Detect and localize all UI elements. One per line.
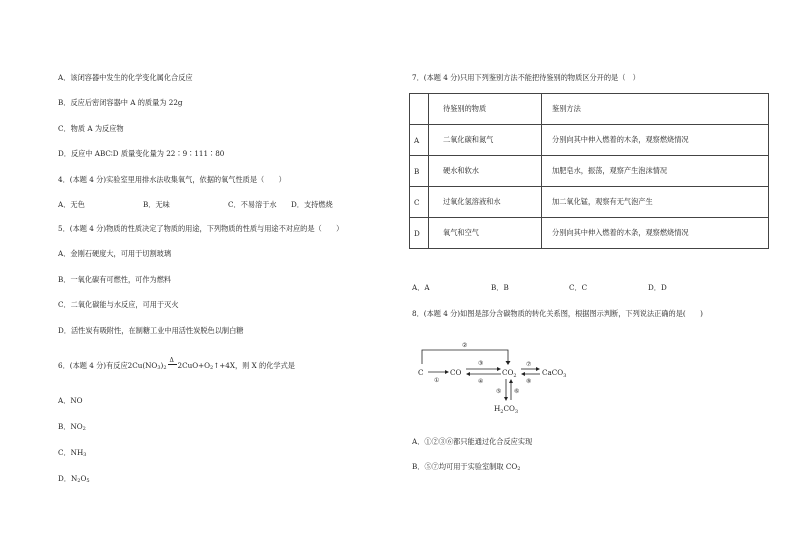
q6-option-b bbox=[58, 422, 86, 434]
table-cell: 加肥皂水，振荡，观察产生泡沫情况 bbox=[542, 156, 769, 187]
q7-option-d: D．D bbox=[648, 283, 667, 292]
q6-option-a: A．NO bbox=[58, 396, 83, 405]
arrow-c-to-co2 bbox=[422, 350, 508, 364]
table-cell: 硬水和软水 bbox=[429, 156, 542, 187]
label-8: ⑧ bbox=[526, 378, 532, 385]
table-header-row bbox=[410, 94, 769, 125]
table-row bbox=[410, 156, 769, 187]
q6-option-b-text: B．NO bbox=[58, 422, 83, 431]
q6-equation-left: 2Cu(NO bbox=[127, 361, 158, 370]
q7-option-a: A．A bbox=[412, 283, 430, 292]
q6-sub: 3 bbox=[83, 452, 87, 458]
carbon-conversion-diagram bbox=[418, 336, 588, 416]
arrowhead bbox=[466, 372, 470, 376]
q5-option-d: D．活性炭有吸附性，在制糖工业中用活性炭脱色以制白糖 bbox=[58, 326, 244, 335]
table-row bbox=[410, 218, 769, 249]
q6-option-d bbox=[58, 474, 90, 486]
q6-sub: 3 bbox=[157, 365, 161, 371]
node-caco3: CaCO$_3$ bbox=[542, 368, 567, 379]
q3-option-b: B．反应后密闭容器中 A 的质量为 22g bbox=[58, 98, 183, 107]
q6-equation-arrow bbox=[167, 357, 178, 371]
node-co2: $CO_2$ bbox=[502, 368, 517, 379]
label-3: ③ bbox=[478, 360, 484, 367]
table-cell: 过氧化氢溶液和水 bbox=[429, 187, 542, 218]
q3-option-a: A．该闭容器中发生的化学变化属化合反应 bbox=[58, 73, 193, 82]
q6-sub: 2 bbox=[163, 365, 167, 371]
q5-stem: 5．(本题 4 分)物质的性质决定了物质的用途，下列物质的性质与用途不对应的是（ ） bbox=[58, 224, 344, 233]
label-1: ① bbox=[434, 377, 440, 384]
arrowhead bbox=[497, 367, 501, 371]
arrowhead bbox=[445, 370, 449, 374]
q8-stem: 8．(本题 4 分)如图是部分含碳物质的转化关系图，根据图示判断，下列说法正确的是( ) bbox=[412, 309, 703, 318]
q6-equation-tail: ↑+4X，则 X 的化学式是 bbox=[213, 361, 295, 370]
q6-option-c bbox=[58, 448, 86, 460]
arrowhead bbox=[506, 361, 511, 365]
q3-option-d: D．反应中 ABC∶D 质量变化量为 22∶9∶111∶80 bbox=[58, 149, 225, 158]
q8-option-b bbox=[412, 462, 520, 474]
arrowhead bbox=[509, 379, 513, 383]
table-header-cell bbox=[410, 94, 429, 125]
label-4: ④ bbox=[478, 378, 484, 385]
node-h2co3: $H_2CO_3$ bbox=[494, 404, 519, 415]
q8-option-a: A．①②③⑥都只能通过化合反应实现 bbox=[412, 437, 533, 446]
label-7: ⑦ bbox=[526, 361, 532, 368]
node-c: C bbox=[418, 368, 424, 377]
q7-options bbox=[412, 283, 667, 293]
arrowhead bbox=[536, 367, 540, 371]
q4-stem: 4．(本题 4 分)实验室里用排水法收集氧气，依据的氧气性质是（ ） bbox=[58, 175, 286, 184]
q6-sub: 2 bbox=[77, 478, 81, 484]
table-row bbox=[410, 125, 769, 156]
q6-delta-sign: Δ bbox=[169, 357, 174, 364]
q4-option-d: D．支持燃烧 bbox=[291, 200, 333, 209]
arrowhead bbox=[521, 372, 525, 376]
q7-stem: 7．(本题 4 分)只用下列鉴别方法不能把待鉴别的物质区分开的是（ ） bbox=[412, 73, 640, 82]
table-header-cell: 鉴别方法 bbox=[542, 94, 769, 125]
q7-option-b: B．B bbox=[491, 283, 509, 292]
q5-option-a: A．金刚石硬度大，可用于切割玻璃 bbox=[58, 249, 172, 258]
table-cell: C bbox=[410, 187, 429, 218]
q6-sub: 2 bbox=[210, 365, 214, 371]
table-row bbox=[410, 187, 769, 218]
table-cell: B bbox=[410, 156, 429, 187]
q6-stem bbox=[58, 357, 295, 373]
table-cell: 分别向其中伸入燃着的木条，观察燃烧情况 bbox=[542, 125, 769, 156]
q3-option-c: C．物质 A 为反应物 bbox=[58, 124, 124, 133]
q8-sub: 2 bbox=[517, 466, 521, 472]
q4-options bbox=[58, 200, 333, 210]
label-5: ⑤ bbox=[496, 388, 502, 395]
table-cell: 加二氧化锰，观察有无气泡产生 bbox=[542, 187, 769, 218]
q6-equation-mid: ) bbox=[160, 361, 164, 370]
node-co: CO bbox=[450, 368, 462, 377]
q6-option-d-text: D．N bbox=[58, 474, 78, 483]
table-header-cell: 待鉴别的物质 bbox=[429, 94, 542, 125]
q4-option-c: C．不易溶于水 bbox=[228, 200, 277, 209]
q6-option-c-text: C．NH bbox=[58, 448, 84, 457]
q8-option-b-text: B．⑤⑦均可用于实验室制取 CO bbox=[412, 462, 518, 471]
q4-option-b: B．无味 bbox=[143, 200, 170, 209]
arrowhead bbox=[504, 397, 508, 401]
table-cell: D bbox=[410, 218, 429, 249]
label-2: ② bbox=[462, 342, 468, 349]
q6-sub: 2 bbox=[82, 426, 86, 432]
q6-stem-prefix: 6．(本题 4 分)有反应 bbox=[58, 361, 128, 370]
label-6: ⑥ bbox=[514, 388, 520, 395]
table-cell: 分别向其中伸入燃着的木条，观察燃烧情况 bbox=[542, 218, 769, 249]
q6-option-d-text: O bbox=[80, 474, 87, 483]
q4-option-a: A．无色 bbox=[58, 200, 85, 209]
q6-sub: 5 bbox=[86, 478, 90, 484]
table-cell: 二氧化碳和氮气 bbox=[429, 125, 542, 156]
q5-option-b: B．一氧化碳有可燃性，可作为燃料 bbox=[58, 275, 172, 284]
q7-table bbox=[409, 93, 769, 249]
table-cell: A bbox=[410, 125, 429, 156]
q5-option-c: C．二氧化碳能与水反应，可用于灭火 bbox=[58, 300, 179, 309]
table-cell: 氧气和空气 bbox=[429, 218, 542, 249]
q6-equation-right: 2CuO+O bbox=[177, 361, 211, 370]
q7-option-c: C．C bbox=[569, 283, 588, 292]
